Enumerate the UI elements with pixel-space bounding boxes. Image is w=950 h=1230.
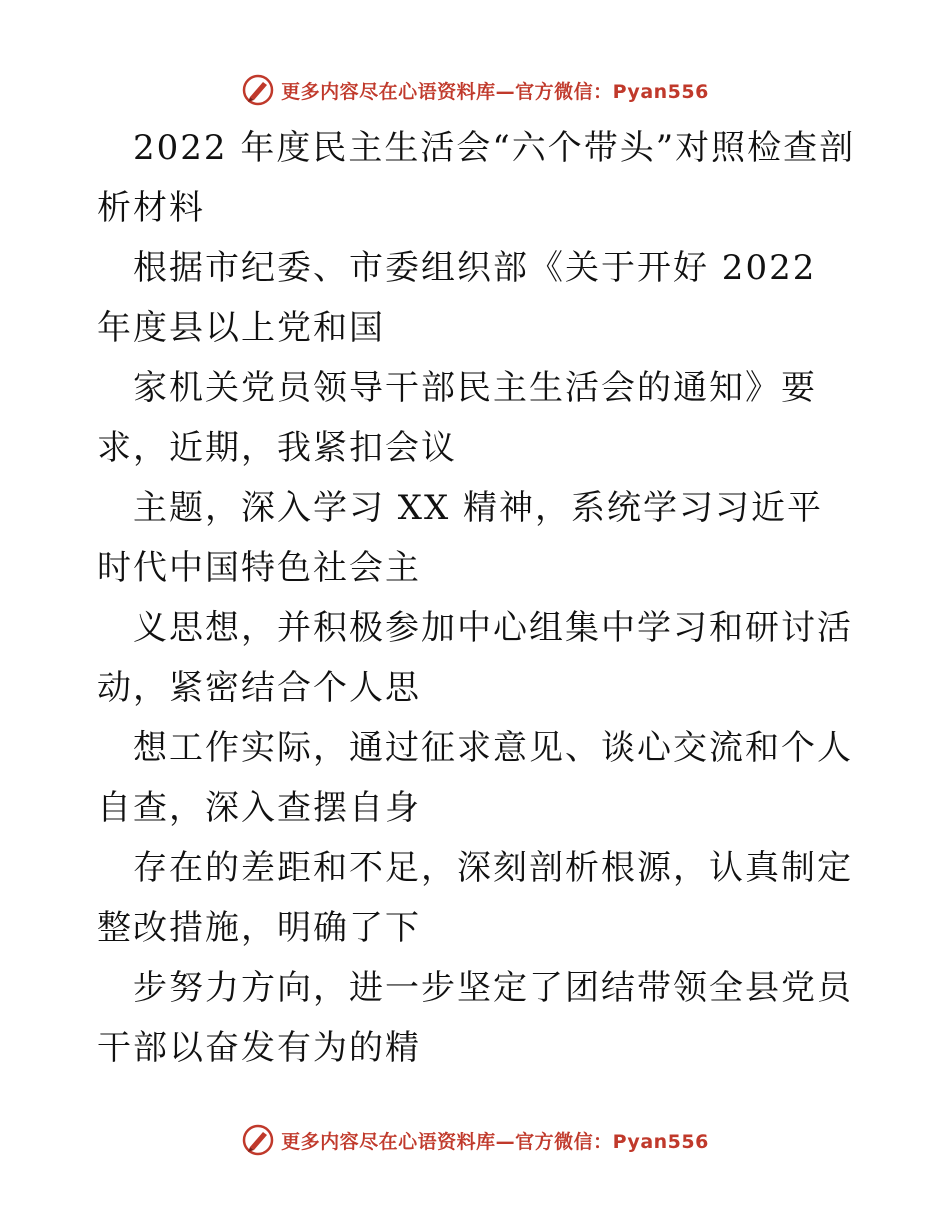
paragraph-title: 2022 年度民主生活会“六个带头”对照检查剖析材料 xyxy=(97,128,856,228)
paragraph: 存在的差距和不足，深刻剖析根源，认真制定整改措施，明确了下 xyxy=(97,848,853,948)
watermark-footer xyxy=(0,1120,950,1160)
watermark-text: 更多内容尽在心语资料库—官方微信：Pyan556 xyxy=(281,1130,709,1153)
watermark-header xyxy=(0,70,950,110)
watermark-text: 更多内容尽在心语资料库—官方微信：Pyan556 xyxy=(281,80,709,103)
pen-seal-logo-icon xyxy=(241,73,275,107)
paragraph: 主题，深入学习 XX 精神，系统学习习近平时代中国特色社会主 xyxy=(97,488,824,588)
paragraph: 家机关党员领导干部民主生活会的通知》要求，近期，我紧扣会议 xyxy=(97,368,817,468)
paragraph: 步努力方向，进一步坚定了团结带领全县党员干部以奋发有为的精 xyxy=(97,968,853,1068)
paragraph: 根据市纪委、市委组织部《关于开好 2022 年度县以上党和国 xyxy=(97,248,817,348)
paragraph: 想工作实际，通过征求意见、谈心交流和个人自查，深入查摆自身 xyxy=(97,728,853,828)
document-body xyxy=(97,118,857,1078)
pen-seal-logo-icon xyxy=(241,1123,275,1157)
paragraph: 义思想，并积极参加中心组集中学习和研讨活动，紧密结合个人思 xyxy=(97,608,853,708)
